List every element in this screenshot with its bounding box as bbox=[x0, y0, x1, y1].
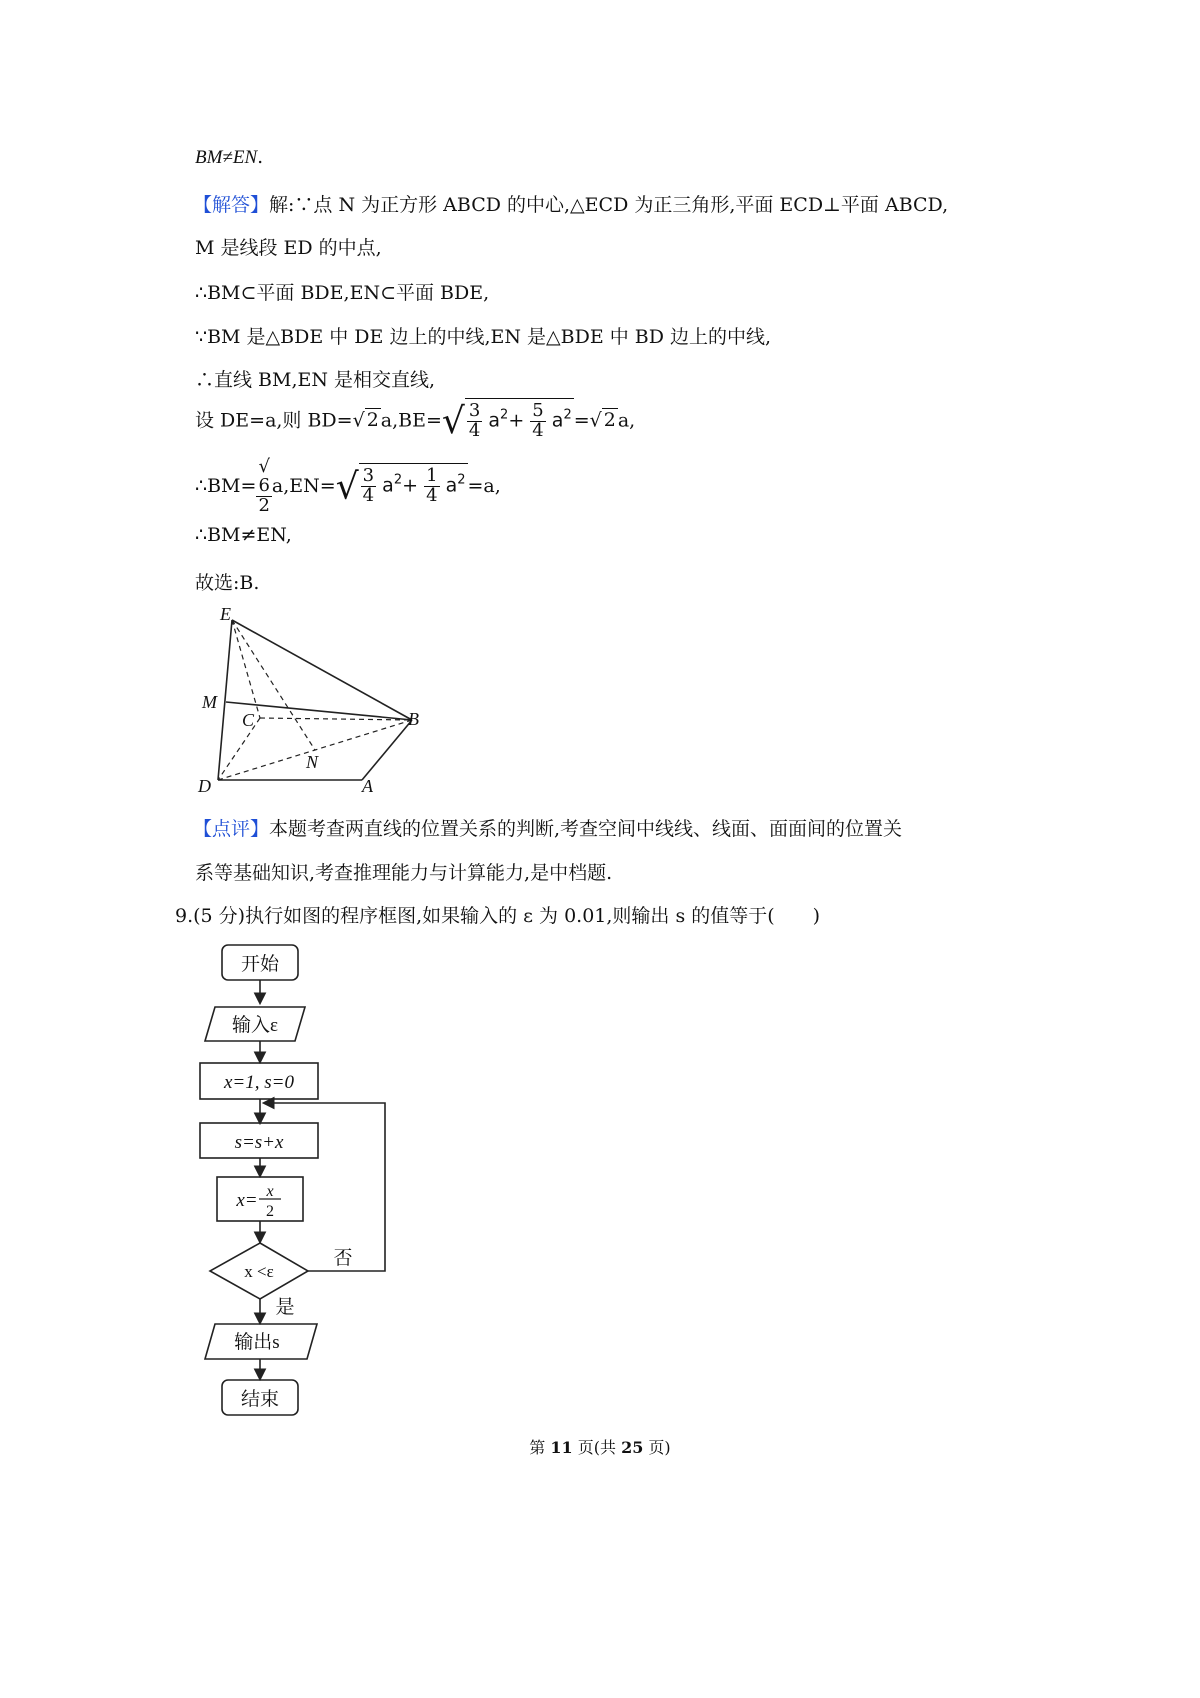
solution-line-1 bbox=[193, 190, 948, 217]
total-pages: 25 bbox=[621, 1438, 644, 1457]
solution-line-5: ∴直线 BM,EN 是相交直线, bbox=[195, 369, 436, 391]
label-B: B bbox=[408, 709, 419, 729]
line-conclusion-prev bbox=[195, 146, 263, 169]
fraction bbox=[424, 467, 439, 506]
text: a,EN= bbox=[271, 474, 336, 497]
question-9: 9.(5 分)执行如图的程序框图,如果输入的 ε 为 0.01,则输出 s 的值等于( ) bbox=[175, 905, 821, 927]
pyramid-figure bbox=[190, 600, 430, 800]
text: 设 DE=a,则 BD= bbox=[195, 409, 353, 432]
exponent: 2 bbox=[563, 407, 572, 423]
segment-EN bbox=[232, 620, 315, 750]
numerator: 1 bbox=[426, 465, 438, 487]
text: BM≠EN bbox=[195, 147, 258, 168]
solution-line-3: ∴BM⊂平面 BDE,EN⊂平面 BDE, bbox=[195, 282, 490, 304]
update-x-lhs: x= bbox=[236, 1190, 258, 1211]
yes-label: 是 bbox=[275, 1297, 295, 1318]
page-footer bbox=[0, 1435, 1200, 1458]
denominator: 4 bbox=[532, 419, 544, 441]
denominator: 2 bbox=[258, 494, 270, 516]
text: + bbox=[402, 474, 419, 497]
update-s-label: s=s+x bbox=[234, 1132, 284, 1153]
radical-expression bbox=[465, 398, 574, 441]
text: =a, bbox=[467, 474, 501, 497]
radicand: 2 bbox=[366, 409, 379, 432]
no-label: 否 bbox=[333, 1248, 353, 1269]
exponent: 2 bbox=[500, 407, 509, 423]
denominator: 4 bbox=[468, 419, 481, 441]
label-A: A bbox=[362, 776, 373, 796]
end-label: 结束 bbox=[240, 1389, 280, 1410]
solution-line-4: ∵BM 是△BDE 中 DE 边上的中线,EN 是△BDE 中 BD 边上的中线, bbox=[195, 326, 772, 348]
fraction: √ 6 2 bbox=[258, 456, 270, 516]
text: 第 bbox=[529, 1438, 551, 1457]
label-D: D bbox=[198, 776, 211, 796]
numerator: 3 bbox=[362, 465, 375, 487]
text: . bbox=[257, 146, 264, 168]
text: = bbox=[573, 409, 590, 432]
exponent: 2 bbox=[393, 472, 403, 488]
exponent: 2 bbox=[457, 472, 466, 488]
edge-AB bbox=[362, 720, 412, 780]
numerator: 5 bbox=[532, 400, 544, 421]
solution-tag: 【解答】 bbox=[193, 194, 270, 216]
solution-line-9: 故选:B. bbox=[195, 572, 260, 594]
page-number: 11 bbox=[550, 1438, 573, 1457]
text: a,BE= bbox=[380, 409, 442, 432]
loop-back-arrow bbox=[265, 1103, 385, 1271]
output-label: 输出s bbox=[234, 1332, 280, 1353]
solution-line-6: 设 DE=a,则 BD=√ 2 a,BE=√ $\frac{3}{4}$ $a^2+$ $\frac{5}{4}$ $a^2$ =√ 2 a, bbox=[195, 400, 636, 442]
comment-line-2: 系等基础知识,考查推理能力与计算能力,是中档题. bbox=[195, 862, 613, 884]
update-x-denominator: 2 bbox=[266, 1203, 274, 1220]
text: 解:∵点 N 为正方形 ABCD 的中心,△ECD 为正三角形,平面 ECD⊥平面 ABCD, bbox=[269, 194, 949, 216]
text: ∴BM= bbox=[195, 474, 257, 497]
fraction bbox=[361, 467, 376, 506]
denominator: 4 bbox=[426, 485, 438, 507]
solution-line-2: M 是线段 ED 的中点, bbox=[195, 237, 382, 259]
text: a, bbox=[617, 409, 636, 432]
label-C: C bbox=[242, 710, 255, 730]
text: 本题考查两直线的位置关系的判断,考查空间中线线、线面、面面间的位置关 bbox=[269, 818, 903, 840]
numerator: 3 bbox=[468, 400, 481, 421]
text: a bbox=[551, 409, 564, 432]
init-label: x=1, s=0 bbox=[224, 1072, 294, 1093]
denominator: 4 bbox=[362, 485, 375, 507]
text: a bbox=[445, 474, 458, 497]
numerator: 6 bbox=[258, 474, 270, 496]
radical-expression bbox=[359, 463, 468, 506]
text: 页(共 bbox=[572, 1438, 622, 1457]
comment-line-1 bbox=[193, 814, 902, 841]
edge-ED bbox=[218, 620, 232, 780]
input-label: 输入ε bbox=[232, 1015, 278, 1036]
label-N: N bbox=[306, 752, 319, 772]
fraction bbox=[530, 402, 545, 441]
condition-label: x <ε bbox=[244, 1262, 274, 1281]
start-label: 开始 bbox=[240, 954, 280, 975]
text: + bbox=[508, 409, 525, 432]
flowchart bbox=[195, 935, 405, 1425]
radicand: 2 bbox=[603, 409, 616, 432]
label-E: E bbox=[220, 604, 231, 624]
solution-line-7: ∴BM= √ 6 2 a,EN=√ $\frac{3}{4}$ $a^2+$ $\frac{1}{4}$ $a^2 =a$, bbox=[195, 456, 501, 516]
fraction bbox=[467, 402, 482, 441]
text: a bbox=[382, 474, 394, 497]
text: 页) bbox=[643, 1438, 671, 1457]
solution-line-8: ∴BM≠EN, bbox=[195, 524, 292, 546]
update-x-numerator: x bbox=[266, 1183, 274, 1200]
text: a bbox=[488, 409, 501, 432]
label-M: M bbox=[202, 692, 217, 712]
comment-tag: 【点评】 bbox=[193, 818, 270, 840]
